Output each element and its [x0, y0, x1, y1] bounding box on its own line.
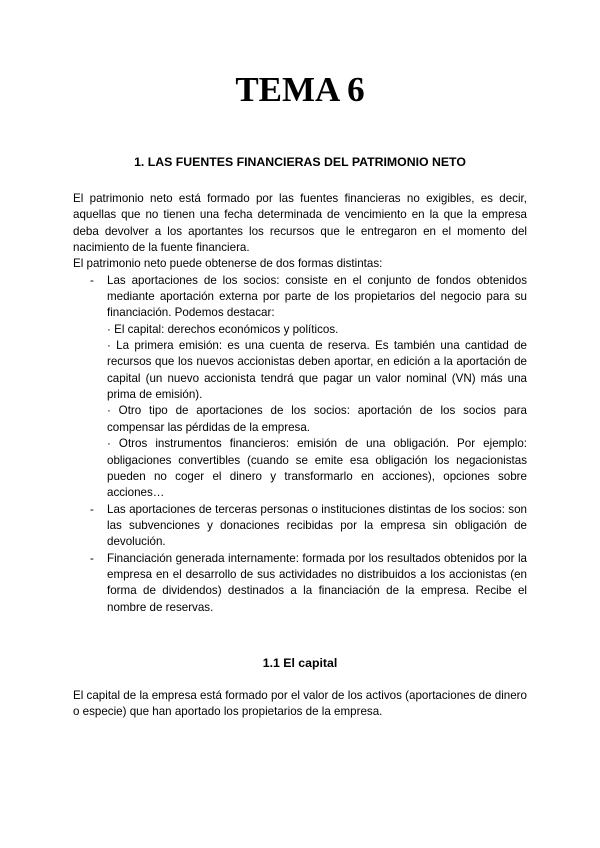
- bullet-dash: -: [90, 502, 94, 516]
- list-item: [73, 502, 527, 551]
- capital-paragraph: El capital de la empresa está formado por el valor de los activos (aportaciones de dinero o especie) que han aportado los propietarios de la empresa.: [73, 689, 527, 719]
- list-item-text: Las aportaciones de terceras personas o instituciones distintas de los socios: son las subvenciones y donaciones recibidas por la empresa sin obligación de devolución.: [107, 502, 527, 549]
- sub-item: · La primera emisión: es una cuenta de reserva. Es también una cantidad de recursos que los nuevos accionistas deben aportar, en edición a la aportación de capital (un nuevo accionista tendrá que pagar un valor nominal (VN) más una prima de emisión).: [107, 339, 527, 402]
- section-heading: 1. LAS FUENTES FINANCIERAS DEL PATRIMONIO NETO: [134, 155, 466, 169]
- lead-paragraph: El patrimonio neto puede obtenerse de dos formas distintas:: [73, 257, 383, 271]
- list-item: [73, 273, 527, 502]
- sub-item: · Otros instrumentos financieros: emisión de una obligación. Por ejemplo: obligaciones convertibles (cuando se emite esa obligación los negacionistas pueden no coger el dinero y transformarlo en acciones), opciones sobre acciones…: [107, 437, 527, 500]
- bullet-dash: -: [90, 551, 94, 565]
- intro-paragraph: El patrimonio neto está formado por las fuentes financieras no exigibles, es decir, aquellas que no tienen una fecha determinada de vencimiento en la que la empresa deba devolver a los aportantes los recursos que le entregaron en el momento del nacimiento de la fuente financiera.: [73, 192, 527, 255]
- section-body: [73, 191, 527, 616]
- subsection-heading: 1.1 El capital: [262, 656, 338, 670]
- list-item-text: Financiación generada internamente: formada por los resultados obtenidos por la empresa en el desarrollo de sus actividades no distribuidos a los accionistas (en forma de dividendos) destinados a la financiación de la empresa. Recibe el nombre de reservas.: [107, 551, 527, 614]
- sub-item: · Otro tipo de aportaciones de los socios: aportación de los socios para compensar las pérdidas de la empresa.: [107, 404, 527, 434]
- source-list: [73, 273, 527, 616]
- list-item: [73, 551, 527, 616]
- sub-item: · El capital: derechos económicos y políticos.: [107, 322, 339, 336]
- bullet-dash: -: [90, 273, 94, 287]
- page-title: TEMA 6: [235, 70, 365, 109]
- list-item-text: Las aportaciones de los socios: consiste en el conjunto de fondos obtenidos mediante aportación externa por parte de los propietarios del negocio para su financiación. Podemos destacar:: [107, 273, 527, 320]
